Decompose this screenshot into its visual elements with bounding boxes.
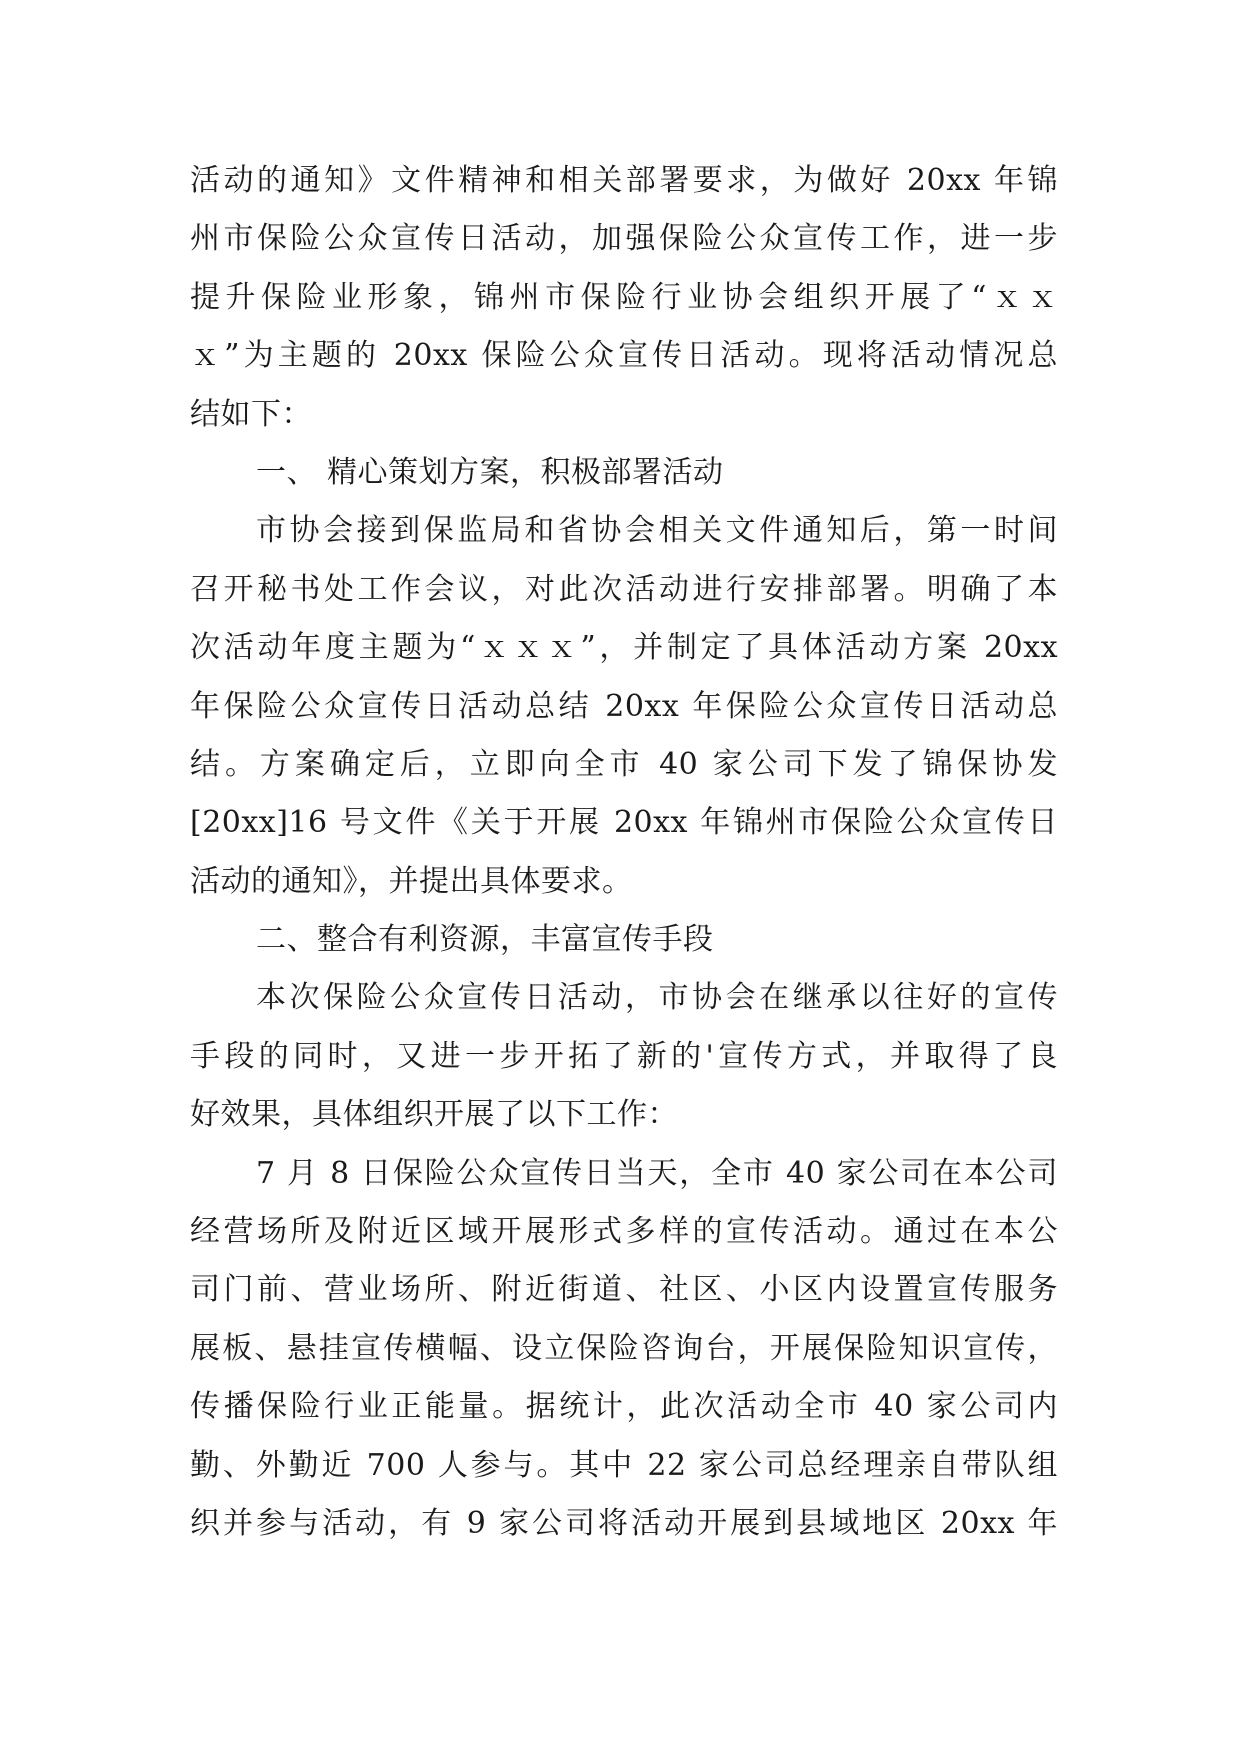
text-line: 活动的通知》，并提出具体要求。 — [190, 863, 633, 899]
text-line: 勤、外勤近 700 人参与。其中 22 家公司总经理亲自带队组 — [190, 1447, 1058, 1483]
text-line: 司门前、营业场所、附近街道、社区、小区内设置宣传服务 — [190, 1272, 1058, 1308]
text-line: 经营场所及附近区域开展形式多样的宣传活动。通过在本公 — [190, 1214, 1058, 1250]
text-line: 次活动年度主题为“ｘｘｘ”，并制定了具体活动方案 20xx — [190, 630, 1058, 666]
body-text — [190, 152, 1058, 1553]
text-line: 活动的通知》文件精神和相关部署要求，为做好 20xx 年锦 — [190, 163, 1058, 198]
text-line: 召开秘书处工作会议，对此次活动进行安排部署。明确了本 — [190, 571, 1058, 607]
text-line: 好效果，具体组织开展了以下工作： — [190, 1097, 678, 1133]
text-line: 州市保险公众宣传日活动，加强保险公众宣传工作，进一步 — [190, 221, 1058, 257]
text-line: 市协会接到保监局和省协会相关文件通知后，第一时间 — [256, 513, 1058, 549]
text-line: 展板、悬挂宣传横幅、设立保险咨询台，开展保险知识宣传， — [190, 1330, 1058, 1366]
text-line: 本次保险公众宣传日活动，市协会在继承以往好的宣传 — [256, 980, 1058, 1016]
text-line: 织并参与活动，有 9 家公司将活动开展到县域地区 20xx 年 — [190, 1505, 1058, 1541]
text-line: 年保险公众宣传日活动总结 20xx 年保险公众宣传日活动总 — [190, 688, 1058, 724]
text-line: 传播保险行业正能量。据统计，此次活动全市 40 家公司内 — [190, 1389, 1058, 1425]
text-line: 一、 精心策划方案，积极部署活动 — [256, 454, 724, 490]
text-line: ｘ”为主题的 20xx 保险公众宣传日活动。现将活动情况总 — [190, 338, 1058, 374]
text-line: [20xx]16 号文件《关于开展 20xx 年锦州市保险公众宣传日 — [190, 805, 1058, 841]
text-line: 二、整合有利资源，丰富宣传手段 — [256, 922, 714, 958]
text-line: 结。方案确定后，立即向全市 40 家公司下发了锦保协发 — [190, 746, 1058, 782]
text-line: 7 月 8 日保险公众宣传日当天，全市 40 家公司在本公司 — [256, 1155, 1058, 1191]
text-line: 手段的同时，又进一步开拓了新的'宣传方式，并取得了良 — [190, 1038, 1058, 1074]
text-line: 提升保险业形象，锦州市保险行业协会组织开展了“ｘｘ — [190, 279, 1058, 315]
text-line: 结如下： — [190, 396, 312, 432]
